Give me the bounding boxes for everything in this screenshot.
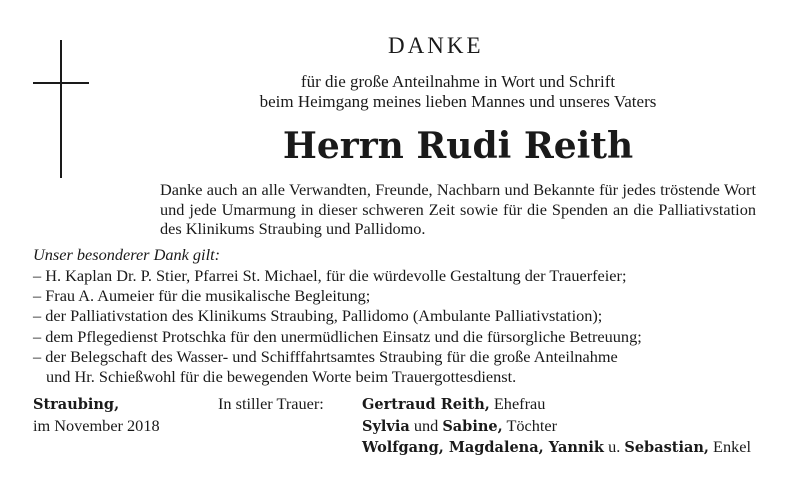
mourner-name: Sebastian, <box>624 439 709 456</box>
mourner-conjunction: u. <box>608 437 621 456</box>
list-item: – der Palliativstation des Klinikums Straubing, Pallidomo (Ambulante Palliativstation); <box>33 306 603 326</box>
cross-horizontal-bar <box>33 82 89 84</box>
mourner-line-1 <box>362 394 751 416</box>
special-thanks-list <box>33 266 761 387</box>
mourner-name: Gertraud Reith, <box>362 396 490 413</box>
mourner-relation: Enkel <box>713 437 752 456</box>
mourner-relation: Ehefrau <box>493 394 546 413</box>
mourners <box>362 394 751 459</box>
place: Straubing, <box>33 396 120 413</box>
heading: DANKE <box>388 33 484 58</box>
thanks-paragraph: Danke auch an alle Verwandten, Freunde, Nachbarn und Bekannte für jedes tröstende Wort und jede Umarmung in dieser schweren Zeit sowie für die Spenden an die Palliativstation des Klinikums Straubing und Pallidomo. <box>160 180 756 238</box>
mourner-conjunction: und <box>413 415 439 435</box>
intro <box>160 72 756 112</box>
mourning-label: In stiller Trauer: <box>218 394 324 413</box>
mourner-relation: Töchter <box>506 415 558 435</box>
mourner-names: Wolfgang, Magdalena, Yannik <box>362 439 604 456</box>
list-item-continuation: und Hr. Schießwohl für die bewegenden Worte beim Trauergottesdienst. <box>46 367 517 387</box>
mourner-line-3 <box>362 437 751 459</box>
intro-line-2: beim Heimgang meines lieben Mannes und unseres Vaters <box>259 92 657 111</box>
list-item: – dem Pflegedienst Protschka für den unermüdlichen Einsatz und die fürsorgliche Betreuung; <box>33 326 642 346</box>
mourner-name: Sabine, <box>442 417 503 435</box>
list-item: – der Belegschaft des Wasser- und Schifffahrtsamtes Straubing für die große Anteilnahme <box>33 346 618 366</box>
cross-vertical-bar <box>60 40 62 178</box>
special-thanks-heading: Unser besonderer Dank gilt: <box>33 245 221 264</box>
place-date <box>33 394 160 436</box>
date: im November 2018 <box>33 415 160 435</box>
deceased-name: Herrn Rudi Reith <box>282 125 634 167</box>
mourner-name: Sylvia <box>362 417 410 435</box>
mourner-line-2 <box>362 416 751 438</box>
intro-line-1: für die große Anteilnahme in Wort und Schrift <box>300 72 616 91</box>
list-item: – H. Kaplan Dr. P. Stier, Pfarrei St. Michael, für die würdevolle Gestaltung der Trauerfeier; <box>33 266 627 285</box>
list-item: – Frau A. Aumeier für die musikalische Begleitung; <box>33 286 371 306</box>
